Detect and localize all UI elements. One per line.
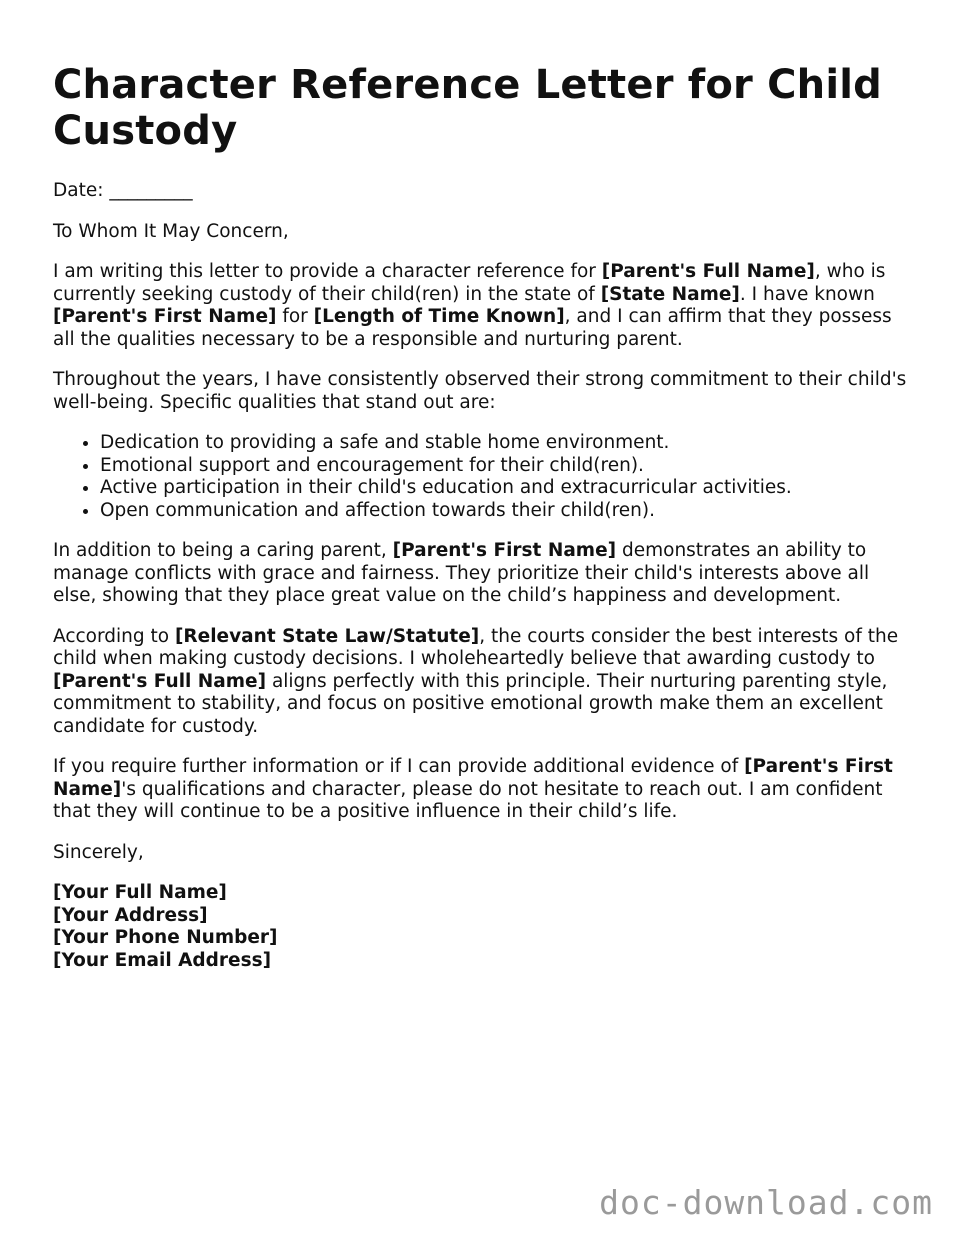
text-run: , who is currently seeking custody of their child(ren) in the state of [53,261,886,305]
text-run: If you require further information or if I can provide additional evidence of [53,756,745,777]
text-run: demonstrates an ability to manage conflicts with grace and fairness. They prioritize their child's interests above all else, showing that they place great value on the child’s happiness and development. [53,540,870,606]
signature-phone: [Your Phone Number] [53,927,278,948]
signature-name: [Your Full Name] [53,882,227,903]
page-title: Character Reference Letter for Child Custody [53,62,882,154]
text-run: . I have known [739,283,875,305]
signature-email: [Your Email Address] [53,949,272,971]
list-item: • Emotional support and encouragement for their child(ren). [100,455,915,478]
intro-paragraph [53,261,915,351]
letter-page [53,62,915,972]
text-run: , and I can affirm that they possess all the qualities necessary to be a responsible and nurturing parent. [53,306,892,350]
date-line: Date: _________ [53,180,193,201]
text-run: for [276,306,314,327]
signature-address: [Your Address] [53,904,208,926]
conflict-paragraph [53,540,915,608]
placeholder-state-law: [Relevant State Law/Statute] [174,625,480,647]
contact-paragraph [53,756,915,824]
text-run: aligns perfectly with this principle. Their nurturing parenting style, commitment to stability, and focus on positive emotional growth make them an excellent candidate for custody. [53,670,888,737]
placeholder-parent-full-name: [Parent's Full Name] [601,261,815,282]
list-item: • Dedication to providing a safe and stable home environment. [100,432,915,455]
text-run: I am writing this letter to provide a character reference for [53,261,602,282]
placeholder-parent-first-name: [Parent's First Name] [53,756,893,800]
closing: Sincerely, [53,841,144,863]
watermark: doc-download.com [599,1183,933,1222]
qualities-list [53,432,915,522]
placeholder-parent-first-name: [Parent's First Name] [53,306,277,327]
law-paragraph [53,626,915,739]
text-run: 's qualifications and character, please do not hesitate to reach out. I am confident that they will continue to be a positive influence in their child’s life. [53,778,883,822]
signature-block [53,882,915,972]
text-run: According to [53,625,175,647]
list-item: • Open communication and affection towards their child(ren). [100,500,915,523]
placeholder-length-of-time: [Length of Time Known] [313,306,565,327]
list-item: • Active participation in their child's education and extracurricular activities. [100,477,915,500]
placeholder-parent-first-name: [Parent's First Name] [392,540,617,561]
qualities-intro-paragraph: Throughout the years, I have consistently observed their strong commitment to their child's well-being. Specific qualities that stand out are: [53,369,907,413]
placeholder-parent-full-name: [Parent's Full Name] [53,670,267,692]
text-run: , the courts consider the best interests of the child when making custody decisions. I wholeheartedly believe that awarding custody to [53,625,899,669]
greeting: To Whom It May Concern, [53,220,289,242]
text-run: In addition to being a caring parent, [53,540,393,561]
placeholder-state-name: [State Name] [600,283,740,305]
